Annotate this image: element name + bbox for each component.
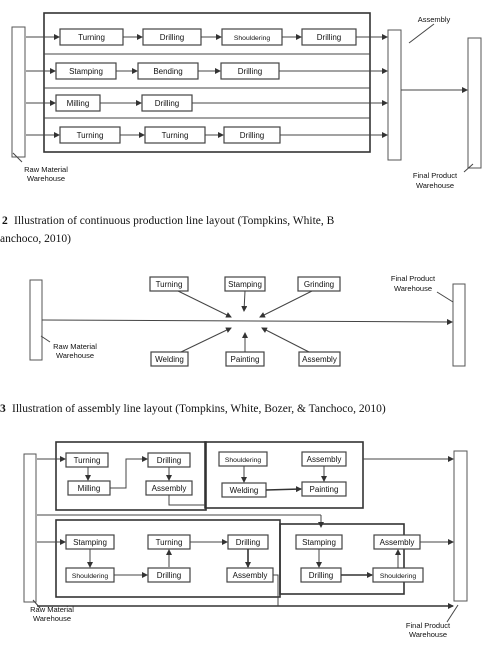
flow-arrow	[178, 291, 231, 317]
station-label: Turning	[78, 33, 105, 42]
station-label: Assembly	[302, 355, 337, 364]
station-label: Drilling	[237, 67, 263, 76]
station-label: Bending	[153, 67, 183, 76]
final-product-warehouse	[468, 38, 481, 168]
raw-material-warehouse	[24, 454, 36, 602]
station-label: Assembly	[306, 455, 342, 464]
station-label: Drilling	[159, 33, 185, 42]
caption-number: 2	[2, 215, 8, 227]
caption-line-1: Illustration of continuous production line layout (Tompkins, White, B	[14, 215, 335, 227]
flow-arrow	[169, 495, 205, 505]
raw-material-label: Raw Material	[24, 165, 68, 174]
flow-arrow	[260, 291, 312, 317]
station-label: Turning	[155, 280, 183, 289]
station-label: Welding	[155, 355, 184, 364]
station-label: Turning	[161, 131, 189, 140]
caption-line-2: anchoco, 2010)	[0, 233, 71, 245]
station-label: Drilling	[239, 131, 265, 140]
flow-arrow	[266, 489, 301, 490]
station-label: Assembly	[232, 571, 268, 580]
flow-arrow	[437, 292, 453, 302]
flow-arrow	[447, 605, 458, 622]
station-label: Turning	[73, 456, 101, 465]
figure-cellular-layout	[24, 442, 467, 639]
station-label: Shouldering	[379, 573, 417, 580]
flow-arrow	[409, 24, 434, 43]
final-product-warehouse	[453, 284, 465, 366]
flow-arrow	[110, 459, 147, 488]
station-label: Turning	[155, 538, 183, 547]
cell-frame	[56, 442, 206, 510]
assembly-label: Assembly	[417, 15, 451, 24]
flow-arrow	[273, 575, 278, 606]
station-label: Stamping	[73, 538, 107, 547]
station-label: Milling	[66, 99, 90, 108]
station-label: Drilling	[154, 99, 180, 108]
final-product-label: Final Product	[390, 274, 436, 283]
raw-material-warehouse	[30, 280, 42, 360]
caption-text: Illustration of assembly line layout (Tompkins, White, Bozer, & Tanchoco, 2010)	[12, 403, 386, 415]
station-label: Assembly	[151, 484, 187, 493]
station-label: Drilling	[308, 571, 334, 580]
flow-arrow	[262, 328, 309, 352]
station-label: Drilling	[156, 571, 182, 580]
caption-number: 3	[0, 403, 6, 415]
station-label: Stamping	[69, 67, 103, 76]
station-label: Painting	[230, 355, 260, 364]
assembly-station	[388, 30, 401, 160]
figure-assembly-line	[0, 274, 465, 415]
station-label: Stamping	[302, 538, 336, 547]
station-label: Drilling	[235, 538, 261, 547]
station-label: Stamping	[228, 280, 262, 289]
final-product-label: Warehouse	[415, 181, 455, 190]
final-product-label: Warehouse	[408, 630, 448, 639]
flow-arrow	[181, 328, 231, 352]
station-label: Welding	[229, 486, 259, 495]
final-product-label: Warehouse	[393, 284, 433, 293]
station-label: Turning	[76, 131, 104, 140]
raw-material-label: Raw Material	[53, 342, 97, 351]
flow-arrow	[244, 291, 245, 311]
figure-continuous-line	[0, 13, 481, 245]
station-label: Shouldering	[233, 35, 271, 42]
raw-material-label: Raw Material	[30, 605, 74, 614]
raw-material-label: Warehouse	[32, 614, 72, 623]
final-product-label: Final Product	[405, 621, 451, 630]
station-label: Drilling	[156, 456, 182, 465]
station-label: Drilling	[316, 33, 342, 42]
raw-material-label: Warehouse	[26, 174, 66, 183]
station-label: Grinding	[303, 280, 335, 289]
station-label: Assembly	[379, 538, 415, 547]
station-label: Milling	[77, 484, 101, 493]
raw-material-warehouse	[12, 27, 25, 157]
raw-material-label: Warehouse	[55, 351, 95, 360]
final-product-warehouse	[454, 451, 467, 601]
station-label: Shouldering	[71, 573, 109, 580]
station-label: Painting	[309, 485, 339, 494]
flow-arrow	[42, 320, 452, 322]
final-product-label: Final Product	[412, 171, 458, 180]
station-label: Shouldering	[224, 457, 262, 464]
